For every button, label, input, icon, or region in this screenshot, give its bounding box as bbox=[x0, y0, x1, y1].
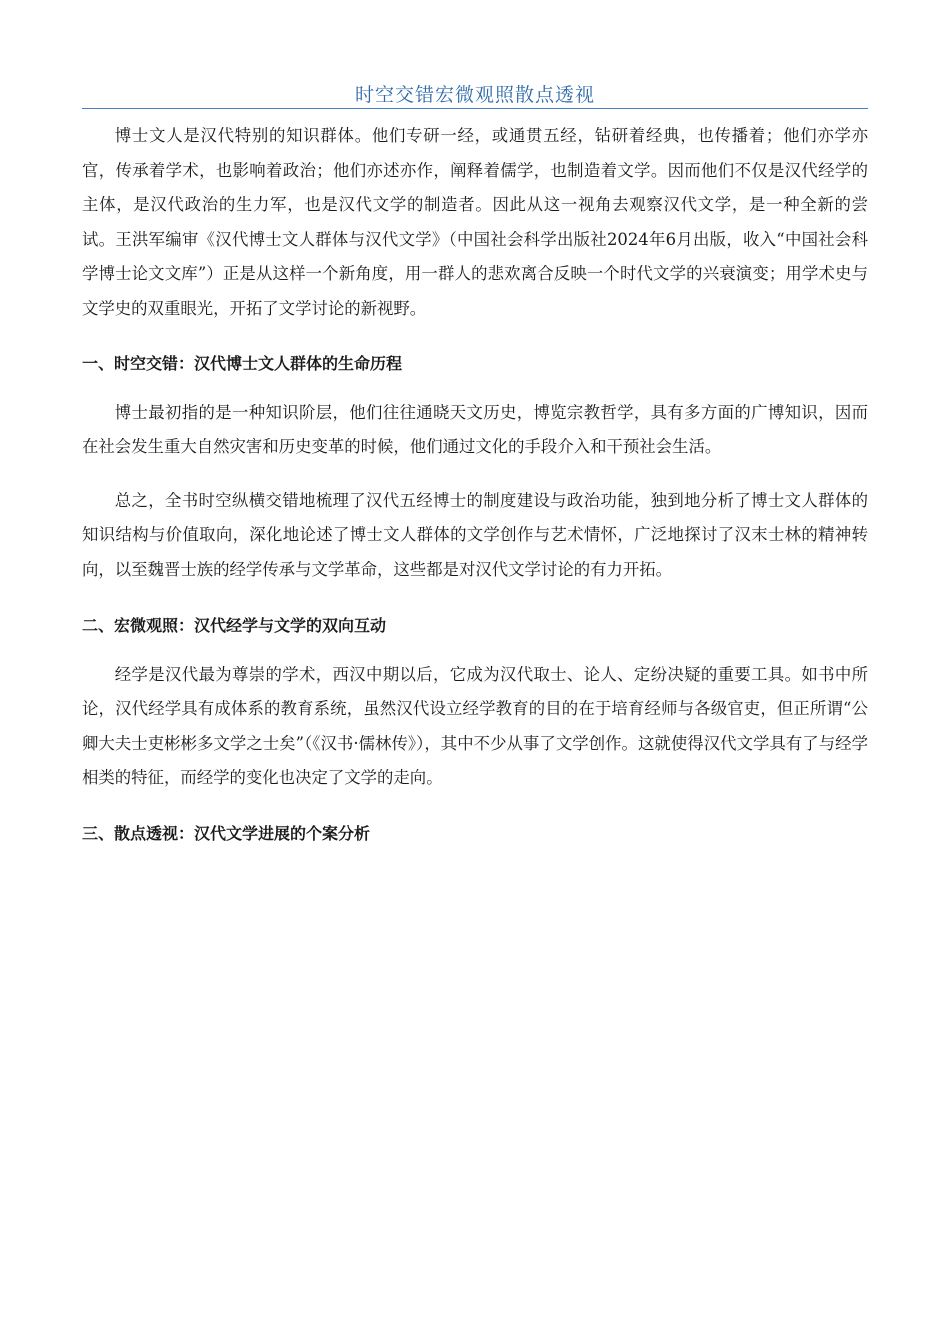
document-page bbox=[82, 80, 868, 845]
section-heading-2: 二、宏微观照：汉代经学与文学的双向互动 bbox=[82, 615, 387, 635]
section-heading-1: 一、时空交错：汉代博士文人群体的生命历程 bbox=[82, 353, 403, 373]
section-1-paragraph-2: 总之，全书时空纵横交错地梳理了汉代五经博士的制度建设与政治功能，独到地分析了博士文人群体的知识结构与价值取向，深化地论述了博士文人群体的文学创作与艺术情怀，广泛地探讨了汉末士林的精神转向，以至魏晋士族的经学传承与文学革命，这些都是对汉代文学讨论的有力开拓。 bbox=[82, 490, 868, 579]
intro-paragraph: 博士文人是汉代特别的知识群体。他们专研一经，或通贯五经，钻研着经典，也传播着；他们亦学亦官，传承着学术，也影响着政治；他们亦述亦作，阐释着儒学，也制造着文学。因而他们不仅是汉代经学的主体，是汉代政治的生力军，也是汉代文学的制造者。因此从这一视角去观察汉代文学，是一种全新的尝试。王洪军编审《汉代博士文人群体与汉代文学》（中国社会科学出版社2024年6月出版，收入“中国社会科学博士论文文库”）正是从这样一个新角度，用一群人的悲欢离合反映一个时代文学的兴衰演变；用学术史与文学史的双重眼光，开拓了文学讨论的新视野。 bbox=[82, 126, 868, 318]
section-1-paragraph-1: 博士最初指的是一种知识阶层，他们往往通晓天文历史，博览宗教哲学，具有多方面的广博知识，因而在社会发生重大自然灾害和历史变革的时候，他们通过文化的手段介入和干预社会生活。 bbox=[82, 402, 868, 457]
document-title: 时空交错宏微观照散点透视 bbox=[354, 84, 595, 106]
title-underline bbox=[82, 108, 868, 109]
section-2-paragraph-1: 经学是汉代最为尊崇的学术，西汉中期以后，它成为汉代取士、论人、定纷决疑的重要工具。如书中所论，汉代经学具有成体系的教育系统，虽然汉代设立经学教育的目的在于培育经师与各级官吏，但正所谓“公卿大夫士吏彬彬多文学之士矣”（《汉书·儒林传》），其中不少从事了文学创作。这就使得汉代文学具有了与经学相类的特征，而经学的变化也决定了文学的走向。 bbox=[82, 664, 868, 788]
section-heading-3: 三、散点透视：汉代文学进展的个案分析 bbox=[82, 823, 371, 843]
